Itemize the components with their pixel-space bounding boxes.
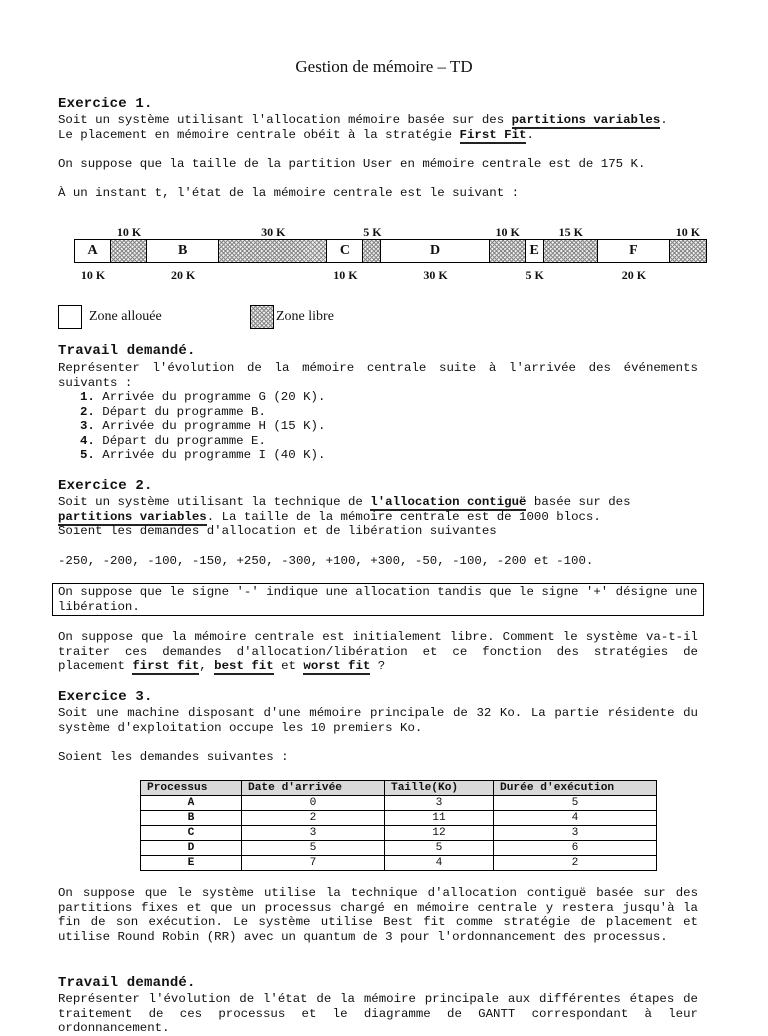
free-zone [670, 240, 706, 262]
table-cell: 5 [242, 841, 385, 856]
exercise-2-heading: Exercice 2. [58, 478, 153, 494]
allocated-zone-b: B [147, 240, 219, 262]
table-cell: C [141, 826, 242, 841]
exercise-3-requests-text: Soient les demandes suivantes : [58, 750, 289, 764]
process-table [140, 780, 657, 871]
event-item: 5. Arrivée du programme I (40 K). [80, 448, 326, 463]
exercise-2-intro: Soit un système utilisant la technique de l'allocation contiguë basée sur des partitions variables. La taille de la mémoire centrale est de 1000 blocs. Soient les demandes d'allocation et de libération suivantes [58, 495, 631, 539]
events-list [80, 390, 325, 463]
allocated-zone-size-label: 20 K [621, 268, 647, 282]
table-row [141, 841, 657, 856]
table-cell: 11 [385, 811, 494, 826]
free-zone [490, 240, 526, 262]
allocated-zone-c: C [327, 240, 363, 262]
table-row [141, 796, 657, 811]
allocated-zone-size-label: 5 K [525, 268, 544, 282]
memory-state-text: À un instant t, l'état de la mémoire centrale est le suivant : [58, 186, 520, 200]
table-header-cell: Taille(Ko) [385, 781, 494, 796]
table-header-cell: Durée d'exécution [494, 781, 657, 796]
free-zone-size-label: 10 K [116, 225, 142, 239]
allocated-zone-a: A [75, 240, 111, 262]
allocation-requests: -250, -200, -100, -150, +250, -300, +100, +300, -50, -100, -200 et -100. [58, 554, 594, 568]
table-cell: 5 [494, 796, 657, 811]
table-cell: 7 [242, 856, 385, 871]
table-header-cell: Processus [141, 781, 242, 796]
exercise-1-heading: Exercice 1. [58, 96, 153, 112]
table-cell: 5 [385, 841, 494, 856]
allocated-zone-d: D [381, 240, 489, 262]
free-zone-size-label: 5 K [363, 225, 382, 239]
table-header-cell: Date d'arrivée [242, 781, 385, 796]
table-cell: E [141, 856, 242, 871]
exercise-3-intro: Soit une machine disposant d'une mémoire principale de 32 Ko. La partie résidente du système d'exploitation occupe les 10 premiers Ko. [58, 706, 698, 735]
table-cell: 12 [385, 826, 494, 841]
exercise-3-work-heading: Travail demandé. [58, 975, 196, 991]
table-cell: B [141, 811, 242, 826]
table-cell: 3 [494, 826, 657, 841]
exercise-3-work-text: Représenter l'évolution de l'état de la mémoire principale aux différentes étapes de traitement de ces processus et le diagramme de GANTT correspondant à leur ordonnancement. [58, 992, 698, 1036]
legend-free-label: Zone libre [276, 309, 334, 324]
exercise-2-question: On suppose que la mémoire centrale est initialement libre. Comment le système va-t-il traiter ces demandes d'allocation/libération et ce fonction des stratégies de placement first fit, best fit et worst fit ? [58, 630, 698, 674]
table-header-row [141, 781, 657, 796]
allocated-zone-size-label: 10 K [333, 268, 358, 282]
exercise-1-intro: Soit un système utilisant l'allocation mémoire basée sur des partitions variables. Le placement en mémoire centrale obéit à la stratégie First Fit. [58, 113, 668, 142]
event-item: 3. Arrivée du programme H (15 K). [80, 419, 326, 434]
event-item: 4. Départ du programme E. [80, 433, 266, 448]
table-row [141, 826, 657, 841]
table-cell: 4 [385, 856, 494, 871]
allocated-zone-e: E [526, 240, 544, 262]
page-title: Gestion de mémoire – TD [295, 57, 473, 76]
table-cell: 2 [494, 856, 657, 871]
allocated-zone-size-label: 10 K [80, 268, 106, 282]
free-zone [219, 240, 327, 262]
sign-note-box: On suppose que le signe '-' indique une allocation tandis que le signe '+' désigne une libération. [52, 583, 704, 616]
exercise-1-work-text: Représenter l'évolution de la mémoire centrale suite à l'arrivée des événements suivants : [58, 361, 698, 390]
table-cell: 6 [494, 841, 657, 856]
partition-size-text: On suppose que la taille de la partition User en mémoire centrale est de 175 K. [58, 157, 646, 171]
exercise-1-work-heading: Travail demandé. [58, 343, 196, 359]
legend-free-swatch [250, 305, 274, 329]
legend-allocated-label: Zone allouée [89, 309, 162, 324]
free-zone-size-label: 10 K [675, 225, 701, 239]
table-row [141, 856, 657, 871]
table-cell: 2 [242, 811, 385, 826]
allocated-zone-f: F [598, 240, 670, 262]
allocated-zone-size-label: 30 K [423, 268, 448, 282]
exercise-3-assumptions: On suppose que le système utilise la technique d'allocation contiguë basée sur des partitions fixes et que un processus chargé en mémoire centrale y restera jusqu'à la fin de son exécution. Le système utilise Best fit comme stratégie de placement et utilise Round Robin (RR) avec un quantum de 3 pour l'ordonnancement des processus. [58, 886, 698, 944]
allocated-zone-size-label: 20 K [170, 268, 196, 282]
free-zone-size-label: 30 K [261, 225, 286, 239]
event-item: 2. Départ du programme B. [80, 404, 266, 419]
table-cell: D [141, 841, 242, 856]
table-cell: 4 [494, 811, 657, 826]
table-row [141, 811, 657, 826]
exercise-3-heading: Exercice 3. [58, 689, 153, 705]
table-cell: 3 [385, 796, 494, 811]
free-zone-size-label: 15 K [558, 225, 583, 239]
free-zone [544, 240, 598, 262]
legend-allocated-swatch [58, 305, 82, 329]
memory-map [74, 239, 707, 263]
table-cell: 0 [242, 796, 385, 811]
free-zone-size-label: 10 K [495, 225, 520, 239]
table-cell: 3 [242, 826, 385, 841]
free-zone [363, 240, 381, 262]
free-zone [111, 240, 147, 262]
table-cell: A [141, 796, 242, 811]
event-item: 1. Arrivée du programme G (20 K). [80, 390, 326, 404]
